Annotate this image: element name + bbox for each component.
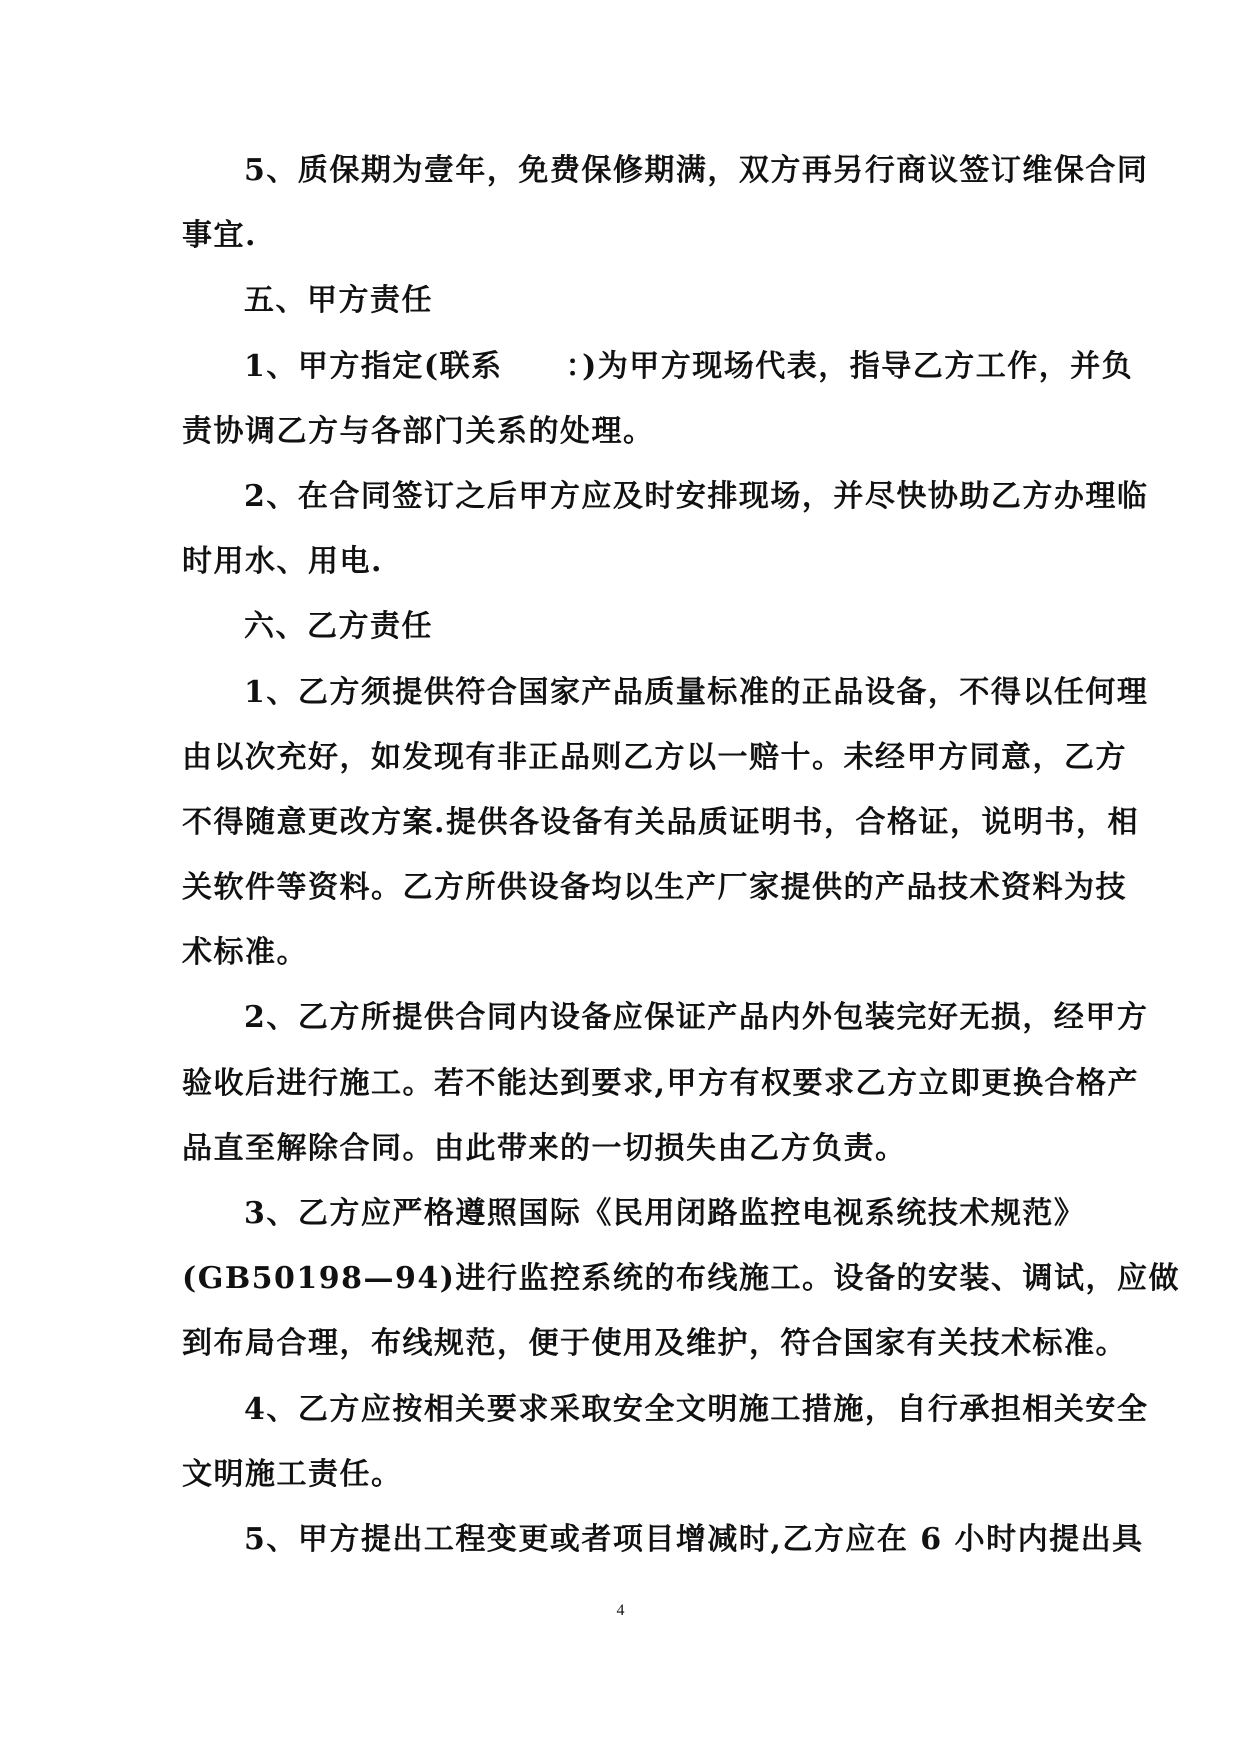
paragraph-line: 2、乙方所提供合同内设备应保证产品内外包装完好无损，经甲方 (244, 1000, 1149, 1036)
paragraph-line: 1、甲方指定(联系 ：)为甲方现场代表，指导乙方工作，并负 (244, 348, 1134, 384)
section-heading: 六、乙方责任 (244, 609, 433, 645)
paragraph-line: 到布局合理，布线规范，便于使用及维护，符合国家有关技术标准。 (182, 1326, 1127, 1362)
paragraph-line: 文明施工责任。 (182, 1456, 403, 1492)
paragraph-line: 关软件等资料。乙方所供设备均以生产厂家提供的产品技术资料为技 (182, 870, 1127, 906)
paragraph-line: 术标准。 (182, 935, 308, 971)
paragraph-line: 1、乙方须提供符合国家产品质量标准的正品设备，不得以任何理 (244, 674, 1149, 710)
paragraph-line: 2、在合同签订之后甲方应及时安排现场，并尽快协助乙方办理临 (244, 478, 1149, 514)
paragraph-line: 品直至解除合同。由此带来的一切损失由乙方负责。 (182, 1130, 907, 1166)
paragraph-line: 验收后进行施工。若不能达到要求,甲方有权要求乙方立即更换合格产 (182, 1065, 1139, 1101)
paragraph-line: 4、乙方应按相关要求采取安全文明施工措施，自行承担相关安全 (244, 1391, 1149, 1427)
paragraph-line: 由以次充好，如发现有非正品则乙方以一赔十。未经甲方同意，乙方 (182, 739, 1127, 775)
paragraph-line: 不得随意更改方案.提供各设备有关品质证明书，合格证，说明书，相 (182, 804, 1139, 840)
paragraph-line: 事宜. (182, 218, 257, 254)
paragraph-line: 5、甲方提出工程变更或者项目增减时,乙方应在 6 小时内提出具 (244, 1521, 1144, 1557)
page-number: 4 (616, 1602, 625, 1619)
section-heading: 五、甲方责任 (244, 283, 433, 319)
paragraph-line: (GB50198—94)进行监控系统的布线施工。设备的安装、调试，应做 (182, 1261, 1180, 1297)
paragraph-line: 3、乙方应严格遵照国际《民用闭路监控电视系统技术规范》 (244, 1196, 1086, 1231)
paragraph-line: 5、质保期为壹年，免费保修期满，双方再另行商议签订维保合同 (244, 153, 1149, 188)
paragraph-line: 责协调乙方与各部门关系的处理。 (182, 413, 655, 449)
paragraph-line: 时用水、用电. (182, 544, 383, 580)
